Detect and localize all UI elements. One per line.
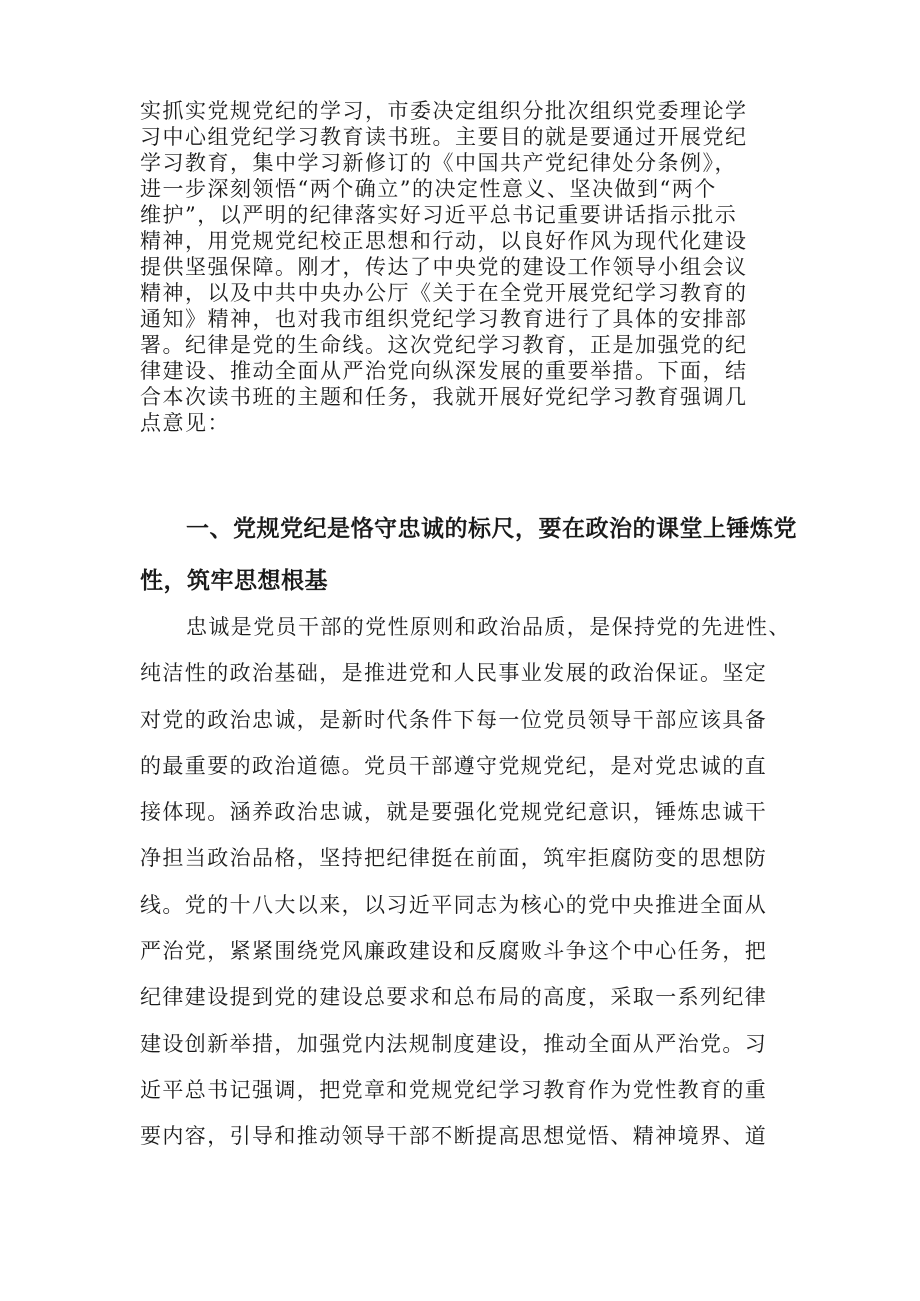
- text-line: 近平总书记强调，把党章和党规党纪学习教育作为党性教育的重: [140, 1077, 768, 1102]
- text-line: 对党的政治忠诚，是新时代条件下每一位党员领导干部应该具备: [140, 707, 768, 732]
- text-line: 进一步深刻领悟“两个确立”的决定性意义、坚决做到“两个: [140, 177, 717, 201]
- heading-line: 一、党规党纪是恪守忠诚的标尺，要在政治的课堂上锤炼党: [186, 516, 797, 542]
- text-line: 建设创新举措，加强党内法规制度建设，推动全面从严治党。习: [140, 1031, 768, 1056]
- text-line: 接体现。涵养政治忠诚，就是要强化党规党纪意识，锤炼忠诚干: [140, 800, 768, 825]
- text-line: 实抓实党规党纪的学习，市委决定组织分批次组织党委理论学: [140, 99, 748, 123]
- text-line: 律建设、推动全面从严治党向纵深发展的重要举措。下面，结: [140, 359, 748, 383]
- text-line: 纯洁性的政治基础，是推进党和人民事业发展的政治保证。坚定: [140, 661, 768, 686]
- text-line: 习中心组党纪学习教育读书班。主要目的就是要通过开展党纪: [140, 125, 748, 149]
- section-heading: [140, 503, 800, 607]
- text-line: 的最重要的政治道德。党员干部遵守党规党纪，是对党忠诚的直: [140, 753, 768, 778]
- text-line: 提供坚强保障。刚才，传达了中央党的建设工作领导小组会议: [140, 255, 748, 279]
- text-line: 严治党，紧紧围绕党风廉政建设和反腐败斗争这个中心任务，把: [140, 939, 768, 964]
- text-line: 净担当政治品格，坚持把纪律挺在前面，筑牢拒腐防变的思想防: [140, 846, 768, 871]
- text-line: 署。纪律是党的生命线。这次党纪学习教育，正是加强党的纪: [140, 333, 748, 357]
- text-line: 通知》精神，也对我市组织党纪学习教育进行了具体的安排部: [140, 307, 748, 331]
- text-line: 精神，用党规党纪校正思想和行动，以良好作风为现代化建设: [140, 229, 748, 253]
- text-line: 学习教育，集中学习新修订的《中国共产党纪律处分条例》，: [140, 151, 737, 175]
- body-paragraph: [140, 604, 820, 1160]
- heading-line: 性，筑牢思想根基: [140, 568, 328, 594]
- text-line: 合本次读书班的主题和任务，我就开展好党纪学习教育强调几: [140, 385, 748, 409]
- text-line: 点意见：: [140, 411, 230, 435]
- text-line: 线。党的十八大以来，以习近平同志为核心的党中央推进全面从: [140, 892, 768, 917]
- intro-paragraph: [140, 98, 800, 436]
- text-line: 维护”，以严明的纪律落实好习近平总书记重要讲话指示批示: [140, 203, 738, 227]
- text-line: 纪律建设提到党的建设总要求和总布局的高度，采取一系列纪律: [140, 985, 768, 1010]
- text-line: 精神，以及中共中央办公厅《关于在全党开展党纪学习教育的: [140, 281, 748, 305]
- text-line: 忠诚是党员干部的党性原则和政治品质，是保持党的先进性、: [186, 615, 791, 639]
- text-line: 要内容，引导和推动领导干部不断提高思想觉悟、精神境界、道: [140, 1124, 768, 1149]
